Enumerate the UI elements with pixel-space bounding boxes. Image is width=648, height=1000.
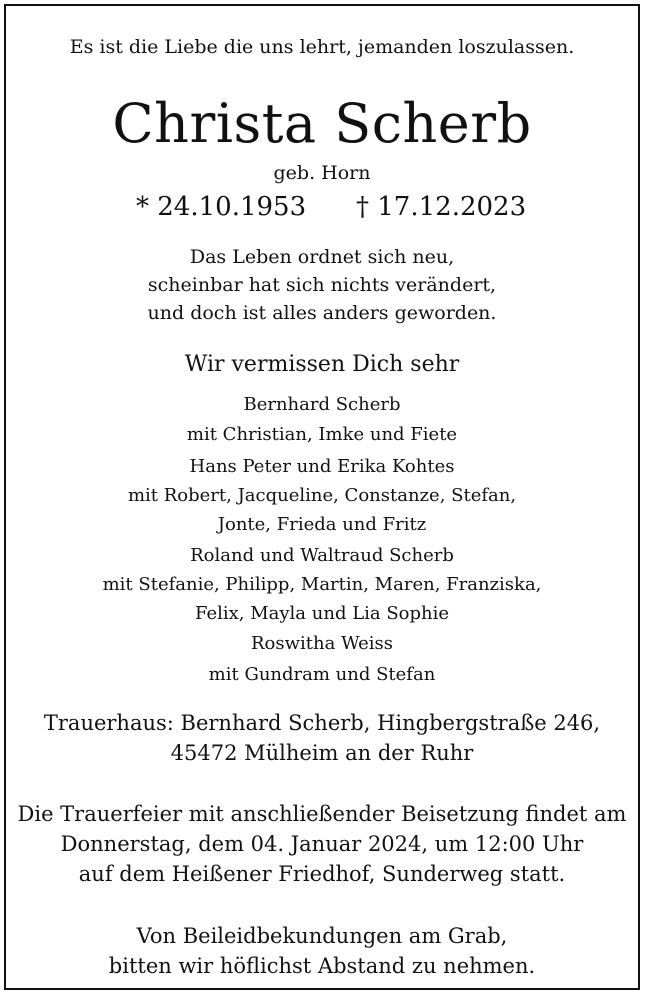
address-line: Trauerhaus: Bernhard Scherb, Hingbergstraße 246, bbox=[43, 711, 601, 735]
mourner-line: Roswitha Weiss bbox=[251, 633, 393, 654]
we-miss-you: Wir vermissen Dich sehr bbox=[184, 352, 460, 377]
ceremony-line: Die Trauerfeier mit anschließender Beisetzung findet am bbox=[17, 802, 627, 826]
mourner-line: mit Gundram und Stefan bbox=[208, 664, 436, 685]
condolence-line: bitten wir höflichst Abstand zu nehmen. bbox=[108, 954, 536, 978]
poem-line: Das Leben ordnet sich neu, bbox=[189, 246, 455, 268]
mourner-line: mit Stefanie, Philipp, Martin, Maren, Franziska, bbox=[102, 574, 542, 595]
ceremony-line: auf dem Heißener Friedhof, Sunderweg statt. bbox=[78, 862, 566, 886]
mourner-line: Roland und Waltraud Scherb bbox=[190, 545, 454, 566]
obituary-notice bbox=[4, 4, 640, 990]
mourner-line: Jonte, Frieda und Fritz bbox=[217, 514, 427, 535]
mourner-line: Hans Peter und Erika Kohtes bbox=[189, 456, 455, 477]
condolence-line: Von Beileidbekundungen am Grab, bbox=[136, 924, 508, 948]
address-line: 45472 Mülheim an der Ruhr bbox=[170, 741, 474, 765]
mourner-line: Bernhard Scherb bbox=[243, 394, 401, 415]
mourner-line: Felix, Mayla und Lia Sophie bbox=[194, 603, 450, 624]
poem-line: und doch ist alles anders geworden. bbox=[147, 302, 497, 324]
mourner-line: mit Robert, Jacqueline, Constanze, Stefan, bbox=[127, 485, 517, 506]
poem-line: scheinbar hat sich nichts verändert, bbox=[147, 274, 497, 296]
deceased-name: Christa Scherb bbox=[112, 92, 532, 155]
mourner-line: mit Christian, Imke und Fiete bbox=[186, 424, 458, 445]
death-date: † 17.12.2023 bbox=[356, 192, 527, 222]
birth-date: * 24.10.1953 bbox=[136, 192, 307, 222]
ceremony-line: Donnerstag, dem 04. Januar 2024, um 12:00 Uhr bbox=[60, 832, 584, 856]
motto: Es ist die Liebe die uns lehrt, jemanden loszulassen. bbox=[69, 36, 575, 58]
birth-name: geb. Horn bbox=[273, 162, 371, 184]
